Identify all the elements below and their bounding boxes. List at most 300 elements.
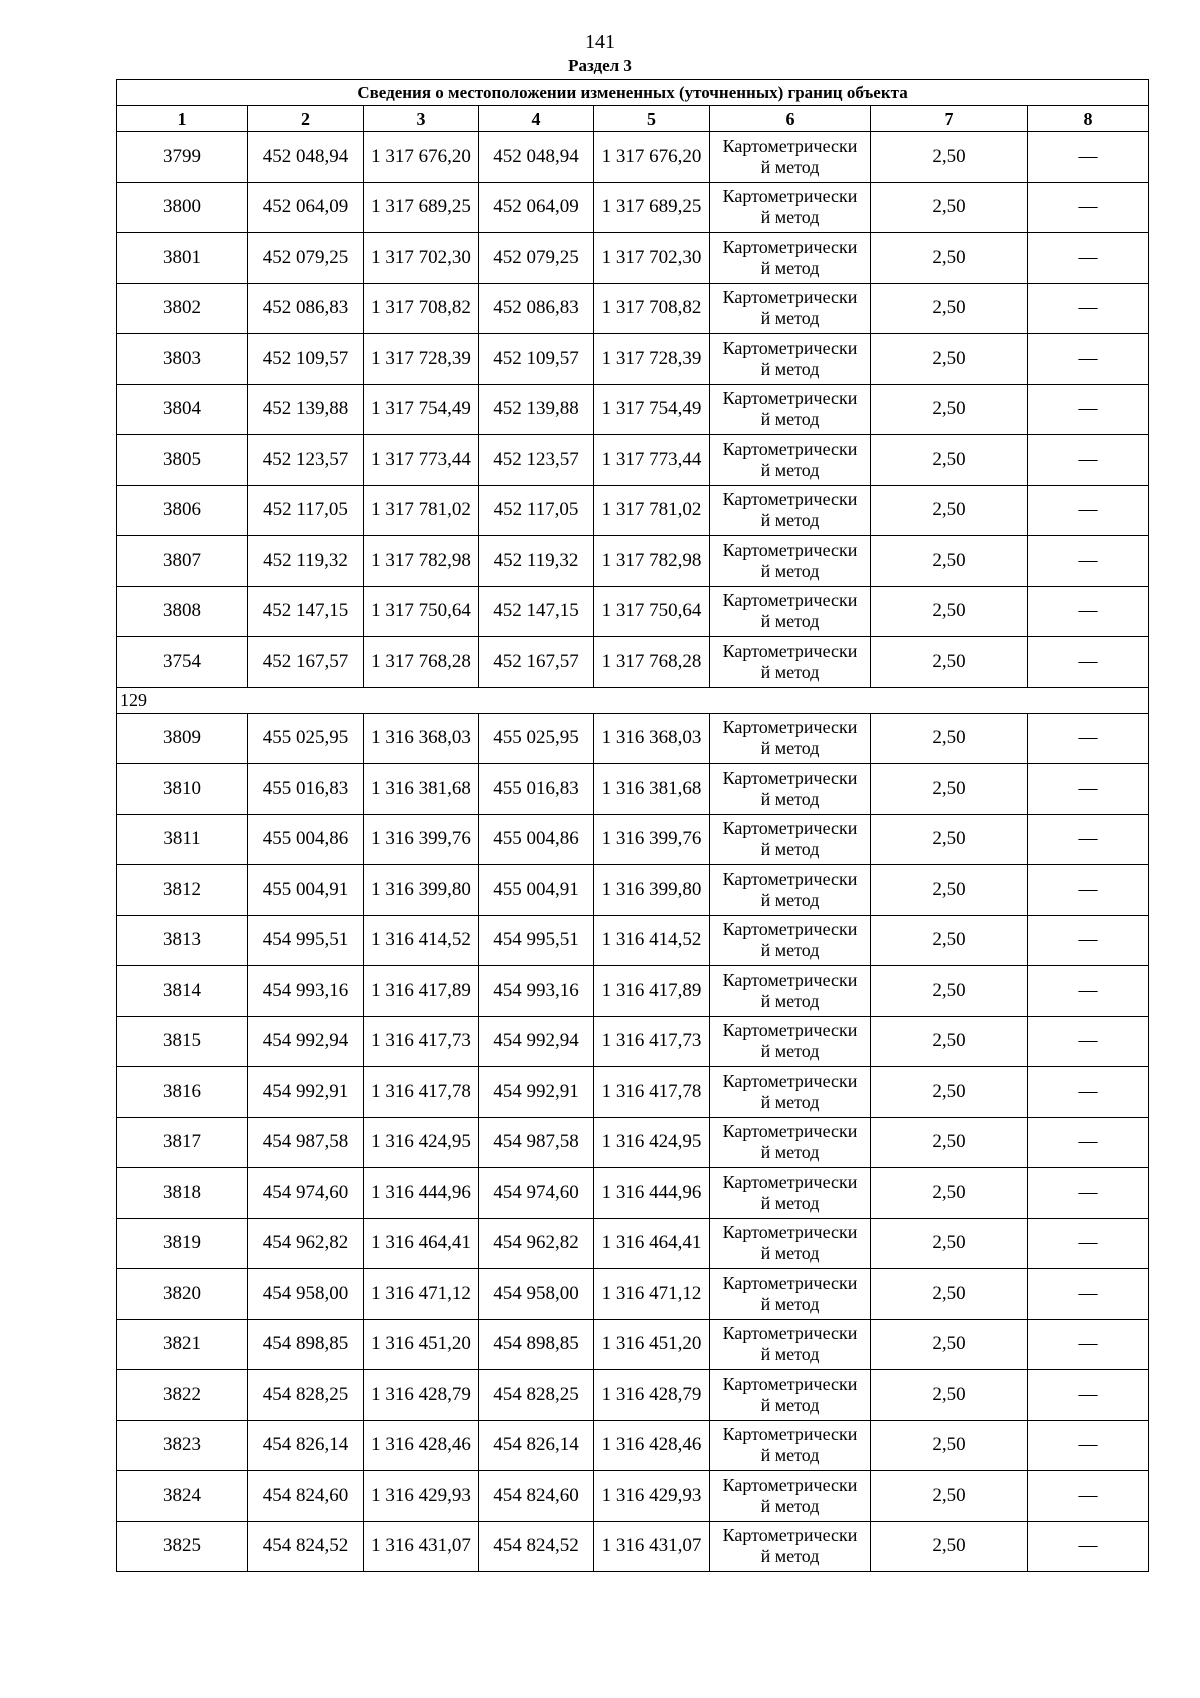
y-refined-cell: 1 316 464,41 xyxy=(594,1218,710,1269)
y-existing-cell: 1 316 424,95 xyxy=(364,1117,479,1168)
table-row xyxy=(117,1521,1149,1572)
description-cell: — xyxy=(1028,485,1149,536)
x-refined-cell: 452 123,57 xyxy=(479,435,594,486)
description-cell: — xyxy=(1028,1319,1149,1370)
method-cell xyxy=(710,764,871,815)
method-cell xyxy=(710,1370,871,1421)
point-number-cell: 3816 xyxy=(117,1067,248,1118)
y-refined-cell: 1 316 417,73 xyxy=(594,1016,710,1067)
method-line-1: Картометрически xyxy=(722,1323,858,1344)
description-cell: — xyxy=(1028,384,1149,435)
x-refined-cell: 454 992,91 xyxy=(479,1067,594,1118)
point-number-cell: 3819 xyxy=(117,1218,248,1269)
y-refined-cell: 1 317 676,20 xyxy=(594,132,710,183)
accuracy-cell: 2,50 xyxy=(871,637,1028,688)
y-existing-cell: 1 316 429,93 xyxy=(364,1471,479,1522)
method-cell xyxy=(710,586,871,637)
method-line-1: Картометрически xyxy=(722,640,858,661)
x-existing-cell: 452 109,57 xyxy=(248,334,364,385)
y-refined-cell: 1 317 708,82 xyxy=(594,283,710,334)
y-existing-cell: 1 317 708,82 xyxy=(364,283,479,334)
y-refined-cell: 1 316 471,12 xyxy=(594,1269,710,1320)
description-cell: — xyxy=(1028,764,1149,815)
description-cell: — xyxy=(1028,536,1149,587)
table-row xyxy=(117,1319,1149,1370)
point-number-cell: 3807 xyxy=(117,536,248,587)
table-row xyxy=(117,637,1149,688)
y-refined-cell: 1 317 782,98 xyxy=(594,536,710,587)
y-refined-cell: 1 316 444,96 xyxy=(594,1168,710,1219)
method-line-2: й метод xyxy=(760,1445,820,1466)
method-line-1: Картометрически xyxy=(722,1474,858,1495)
point-number-cell: 3800 xyxy=(117,182,248,233)
point-number-cell: 3809 xyxy=(117,713,248,764)
accuracy-cell: 2,50 xyxy=(871,865,1028,916)
column-number: 3 xyxy=(364,106,479,132)
x-existing-cell: 454 962,82 xyxy=(248,1218,364,1269)
method-cell xyxy=(710,536,871,587)
description-cell: — xyxy=(1028,1370,1149,1421)
point-number-cell: 3808 xyxy=(117,586,248,637)
point-number-cell: 3812 xyxy=(117,865,248,916)
method-cell xyxy=(710,865,871,916)
y-existing-cell: 1 316 399,80 xyxy=(364,865,479,916)
description-cell: — xyxy=(1028,334,1149,385)
table-row xyxy=(117,586,1149,637)
column-number: 8 xyxy=(1028,106,1149,132)
section-title: Раздел 3 xyxy=(568,56,632,75)
y-existing-cell: 1 317 773,44 xyxy=(364,435,479,486)
x-refined-cell: 452 048,94 xyxy=(479,132,594,183)
x-refined-cell: 452 086,83 xyxy=(479,283,594,334)
x-existing-cell: 454 958,00 xyxy=(248,1269,364,1320)
x-existing-cell: 452 048,94 xyxy=(248,132,364,183)
method-line-1: Картометрически xyxy=(722,1424,858,1445)
method-line-2: й метод xyxy=(760,409,820,430)
method-line-2: й метод xyxy=(760,1495,820,1516)
y-refined-cell: 1 316 424,95 xyxy=(594,1117,710,1168)
method-line-1: Картометрически xyxy=(722,489,858,510)
method-cell xyxy=(710,814,871,865)
accuracy-cell: 2,50 xyxy=(871,1370,1028,1421)
column-number: 4 xyxy=(479,106,594,132)
accuracy-cell: 2,50 xyxy=(871,334,1028,385)
x-refined-cell: 455 004,86 xyxy=(479,814,594,865)
x-refined-cell: 452 117,05 xyxy=(479,485,594,536)
method-line-2: й метод xyxy=(760,308,820,329)
x-refined-cell: 455 025,95 xyxy=(479,713,594,764)
x-existing-cell: 454 992,94 xyxy=(248,1016,364,1067)
description-cell: — xyxy=(1028,1117,1149,1168)
method-line-2: й метод xyxy=(760,611,820,632)
y-refined-cell: 1 316 431,07 xyxy=(594,1521,710,1572)
method-line-1: Картометрически xyxy=(722,539,858,560)
description-cell: — xyxy=(1028,1067,1149,1118)
y-refined-cell: 1 316 428,79 xyxy=(594,1370,710,1421)
method-line-1: Картометрически xyxy=(722,767,858,788)
y-refined-cell: 1 316 417,89 xyxy=(594,966,710,1017)
method-cell xyxy=(710,485,871,536)
accuracy-cell: 2,50 xyxy=(871,132,1028,183)
description-cell: — xyxy=(1028,814,1149,865)
y-existing-cell: 1 317 702,30 xyxy=(364,233,479,284)
method-cell xyxy=(710,966,871,1017)
x-existing-cell: 454 824,60 xyxy=(248,1471,364,1522)
x-existing-cell: 452 079,25 xyxy=(248,233,364,284)
description-cell: — xyxy=(1028,283,1149,334)
point-number-cell: 3818 xyxy=(117,1168,248,1219)
table-row xyxy=(117,435,1149,486)
table-row xyxy=(117,814,1149,865)
y-existing-cell: 1 317 689,25 xyxy=(364,182,479,233)
point-number-cell: 3817 xyxy=(117,1117,248,1168)
x-existing-cell: 452 064,09 xyxy=(248,182,364,233)
group-label: 129 xyxy=(117,687,1149,713)
method-line-1: Картометрически xyxy=(722,1070,858,1091)
group-row xyxy=(117,687,1149,713)
y-existing-cell: 1 316 444,96 xyxy=(364,1168,479,1219)
accuracy-cell: 2,50 xyxy=(871,586,1028,637)
x-refined-cell: 452 079,25 xyxy=(479,233,594,284)
method-cell xyxy=(710,713,871,764)
y-existing-cell: 1 316 464,41 xyxy=(364,1218,479,1269)
page-number: 141 xyxy=(585,31,615,53)
x-existing-cell: 454 898,85 xyxy=(248,1319,364,1370)
method-line-2: й метод xyxy=(760,1142,820,1163)
x-existing-cell: 455 004,91 xyxy=(248,865,364,916)
x-existing-cell: 454 828,25 xyxy=(248,1370,364,1421)
x-refined-cell: 454 962,82 xyxy=(479,1218,594,1269)
x-existing-cell: 454 987,58 xyxy=(248,1117,364,1168)
x-refined-cell: 454 828,25 xyxy=(479,1370,594,1421)
table-row xyxy=(117,334,1149,385)
description-cell: — xyxy=(1028,1016,1149,1067)
y-existing-cell: 1 316 451,20 xyxy=(364,1319,479,1370)
x-refined-cell: 454 826,14 xyxy=(479,1420,594,1471)
column-number: 6 xyxy=(710,106,871,132)
point-number-cell: 3822 xyxy=(117,1370,248,1421)
y-existing-cell: 1 316 417,89 xyxy=(364,966,479,1017)
description-cell: — xyxy=(1028,182,1149,233)
method-cell xyxy=(710,637,871,688)
table-row xyxy=(117,1016,1149,1067)
table-row xyxy=(117,1168,1149,1219)
y-refined-cell: 1 317 750,64 xyxy=(594,586,710,637)
point-number-cell: 3811 xyxy=(117,814,248,865)
table-row xyxy=(117,1067,1149,1118)
method-line-2: й метод xyxy=(760,940,820,961)
x-existing-cell: 452 167,57 xyxy=(248,637,364,688)
accuracy-cell: 2,50 xyxy=(871,814,1028,865)
point-number-cell: 3821 xyxy=(117,1319,248,1370)
method-line-2: й метод xyxy=(760,1293,820,1314)
point-number-cell: 3802 xyxy=(117,283,248,334)
point-number-cell: 3824 xyxy=(117,1471,248,1522)
point-number-cell: 3810 xyxy=(117,764,248,815)
y-refined-cell: 1 317 702,30 xyxy=(594,233,710,284)
y-existing-cell: 1 316 381,68 xyxy=(364,764,479,815)
point-number-cell: 3813 xyxy=(117,915,248,966)
point-number-cell: 3820 xyxy=(117,1269,248,1320)
x-existing-cell: 452 139,88 xyxy=(248,384,364,435)
description-cell: — xyxy=(1028,637,1149,688)
accuracy-cell: 2,50 xyxy=(871,1420,1028,1471)
description-cell: — xyxy=(1028,1471,1149,1522)
accuracy-cell: 2,50 xyxy=(871,1218,1028,1269)
point-number-cell: 3804 xyxy=(117,384,248,435)
table-row xyxy=(117,1269,1149,1320)
y-existing-cell: 1 316 417,73 xyxy=(364,1016,479,1067)
table-row xyxy=(117,283,1149,334)
method-line-1: Картометрически xyxy=(722,818,858,839)
description-cell: — xyxy=(1028,1168,1149,1219)
y-refined-cell: 1 316 399,76 xyxy=(594,814,710,865)
x-refined-cell: 454 993,16 xyxy=(479,966,594,1017)
accuracy-cell: 2,50 xyxy=(871,283,1028,334)
method-line-2: й метод xyxy=(760,1243,820,1264)
table-row xyxy=(117,966,1149,1017)
y-existing-cell: 1 316 431,07 xyxy=(364,1521,479,1572)
table-row xyxy=(117,1420,1149,1471)
column-number: 2 xyxy=(248,106,364,132)
table-row xyxy=(117,915,1149,966)
x-existing-cell: 454 995,51 xyxy=(248,915,364,966)
x-refined-cell: 455 004,91 xyxy=(479,865,594,916)
accuracy-cell: 2,50 xyxy=(871,713,1028,764)
point-number-cell: 3754 xyxy=(117,637,248,688)
method-line-1: Картометрически xyxy=(722,337,858,358)
y-refined-cell: 1 316 368,03 xyxy=(594,713,710,764)
x-refined-cell: 452 139,88 xyxy=(479,384,594,435)
x-existing-cell: 454 826,14 xyxy=(248,1420,364,1471)
y-refined-cell: 1 316 429,93 xyxy=(594,1471,710,1522)
method-cell xyxy=(710,1016,871,1067)
y-existing-cell: 1 316 368,03 xyxy=(364,713,479,764)
point-number-cell: 3805 xyxy=(117,435,248,486)
point-number-cell: 3801 xyxy=(117,233,248,284)
table-row xyxy=(117,865,1149,916)
description-cell: — xyxy=(1028,586,1149,637)
point-number-cell: 3815 xyxy=(117,1016,248,1067)
table-row xyxy=(117,1218,1149,1269)
accuracy-cell: 2,50 xyxy=(871,966,1028,1017)
accuracy-cell: 2,50 xyxy=(871,1521,1028,1572)
method-line-1: Картометрически xyxy=(722,969,858,990)
accuracy-cell: 2,50 xyxy=(871,764,1028,815)
x-existing-cell: 455 016,83 xyxy=(248,764,364,815)
method-line-1: Картометрически xyxy=(722,135,858,156)
method-cell xyxy=(710,1269,871,1320)
accuracy-cell: 2,50 xyxy=(871,1067,1028,1118)
method-cell xyxy=(710,1471,871,1522)
x-existing-cell: 454 993,16 xyxy=(248,966,364,1017)
table-row xyxy=(117,536,1149,587)
method-line-1: Картометрически xyxy=(722,287,858,308)
accuracy-cell: 2,50 xyxy=(871,1319,1028,1370)
point-number-cell: 3823 xyxy=(117,1420,248,1471)
method-line-2: й метод xyxy=(760,990,820,1011)
table-row xyxy=(117,764,1149,815)
method-line-2: й метод xyxy=(760,257,820,278)
method-line-2: й метод xyxy=(760,1344,820,1365)
description-cell: — xyxy=(1028,1420,1149,1471)
accuracy-cell: 2,50 xyxy=(871,1016,1028,1067)
y-refined-cell: 1 316 399,80 xyxy=(594,865,710,916)
method-cell xyxy=(710,1420,871,1471)
y-refined-cell: 1 316 428,46 xyxy=(594,1420,710,1471)
accuracy-cell: 2,50 xyxy=(871,1269,1028,1320)
method-line-2: й метод xyxy=(760,738,820,759)
method-line-2: й метод xyxy=(760,788,820,809)
y-existing-cell: 1 317 782,98 xyxy=(364,536,479,587)
y-existing-cell: 1 317 768,28 xyxy=(364,637,479,688)
y-refined-cell: 1 316 414,52 xyxy=(594,915,710,966)
accuracy-cell: 2,50 xyxy=(871,536,1028,587)
method-line-2: й метод xyxy=(760,510,820,531)
x-refined-cell: 454 987,58 xyxy=(479,1117,594,1168)
method-line-2: й метод xyxy=(760,1041,820,1062)
description-cell: — xyxy=(1028,233,1149,284)
method-line-2: й метод xyxy=(760,1192,820,1213)
method-line-2: й метод xyxy=(760,1091,820,1112)
method-cell xyxy=(710,1319,871,1370)
point-number-cell: 3799 xyxy=(117,132,248,183)
y-existing-cell: 1 317 750,64 xyxy=(364,586,479,637)
x-existing-cell: 452 086,83 xyxy=(248,283,364,334)
method-line-1: Картометрически xyxy=(722,1222,858,1243)
point-number-cell: 3825 xyxy=(117,1521,248,1572)
y-existing-cell: 1 316 399,76 xyxy=(364,814,479,865)
method-line-2: й метод xyxy=(760,1394,820,1415)
x-refined-cell: 454 824,60 xyxy=(479,1471,594,1522)
column-number: 7 xyxy=(871,106,1028,132)
x-existing-cell: 454 824,52 xyxy=(248,1521,364,1572)
x-refined-cell: 452 119,32 xyxy=(479,536,594,587)
y-existing-cell: 1 316 428,79 xyxy=(364,1370,479,1421)
description-cell: — xyxy=(1028,132,1149,183)
method-cell xyxy=(710,233,871,284)
method-cell xyxy=(710,334,871,385)
y-refined-cell: 1 317 768,28 xyxy=(594,637,710,688)
table-row xyxy=(117,1471,1149,1522)
accuracy-cell: 2,50 xyxy=(871,1117,1028,1168)
table-row xyxy=(117,713,1149,764)
point-number-cell: 3803 xyxy=(117,334,248,385)
accuracy-cell: 2,50 xyxy=(871,1168,1028,1219)
x-refined-cell: 454 974,60 xyxy=(479,1168,594,1219)
description-cell: — xyxy=(1028,865,1149,916)
method-line-2: й метод xyxy=(760,889,820,910)
x-existing-cell: 455 004,86 xyxy=(248,814,364,865)
y-refined-cell: 1 316 451,20 xyxy=(594,1319,710,1370)
method-cell xyxy=(710,1117,871,1168)
point-number-cell: 3806 xyxy=(117,485,248,536)
method-line-1: Картометрически xyxy=(722,236,858,257)
method-cell xyxy=(710,182,871,233)
y-existing-cell: 1 316 417,78 xyxy=(364,1067,479,1118)
accuracy-cell: 2,50 xyxy=(871,435,1028,486)
x-refined-cell: 454 824,52 xyxy=(479,1521,594,1572)
method-cell xyxy=(710,283,871,334)
method-line-1: Картометрически xyxy=(722,388,858,409)
x-refined-cell: 452 109,57 xyxy=(479,334,594,385)
y-existing-cell: 1 317 728,39 xyxy=(364,334,479,385)
y-existing-cell: 1 316 471,12 xyxy=(364,1269,479,1320)
accuracy-cell: 2,50 xyxy=(871,384,1028,435)
description-cell: — xyxy=(1028,435,1149,486)
method-line-1: Картометрически xyxy=(722,1525,858,1546)
x-existing-cell: 454 974,60 xyxy=(248,1168,364,1219)
method-line-1: Картометрически xyxy=(722,919,858,940)
method-line-1: Картометрически xyxy=(722,1020,858,1041)
x-refined-cell: 454 898,85 xyxy=(479,1319,594,1370)
method-line-1: Картометрически xyxy=(722,186,858,207)
y-refined-cell: 1 317 773,44 xyxy=(594,435,710,486)
method-cell xyxy=(710,132,871,183)
x-existing-cell: 455 025,95 xyxy=(248,713,364,764)
x-refined-cell: 455 016,83 xyxy=(479,764,594,815)
method-line-1: Картометрически xyxy=(722,1121,858,1142)
y-refined-cell: 1 317 781,02 xyxy=(594,485,710,536)
method-line-2: й метод xyxy=(760,560,820,581)
x-refined-cell: 454 958,00 xyxy=(479,1269,594,1320)
column-number: 1 xyxy=(117,106,248,132)
method-cell xyxy=(710,435,871,486)
method-line-2: й метод xyxy=(760,839,820,860)
y-existing-cell: 1 317 676,20 xyxy=(364,132,479,183)
x-refined-cell: 452 167,57 xyxy=(479,637,594,688)
x-existing-cell: 452 119,32 xyxy=(248,536,364,587)
x-existing-cell: 452 147,15 xyxy=(248,586,364,637)
method-line-1: Картометрически xyxy=(722,438,858,459)
x-refined-cell: 452 147,15 xyxy=(479,586,594,637)
x-existing-cell: 452 117,05 xyxy=(248,485,364,536)
y-existing-cell: 1 317 781,02 xyxy=(364,485,479,536)
method-line-1: Картометрически xyxy=(722,1171,858,1192)
method-line-1: Картометрически xyxy=(722,868,858,889)
x-refined-cell: 454 995,51 xyxy=(479,915,594,966)
boundary-points-table xyxy=(116,79,1149,1572)
method-line-2: й метод xyxy=(760,1546,820,1567)
accuracy-cell: 2,50 xyxy=(871,182,1028,233)
method-cell xyxy=(710,1521,871,1572)
y-refined-cell: 1 317 754,49 xyxy=(594,384,710,435)
y-existing-cell: 1 317 754,49 xyxy=(364,384,479,435)
y-refined-cell: 1 316 417,78 xyxy=(594,1067,710,1118)
accuracy-cell: 2,50 xyxy=(871,233,1028,284)
table-row xyxy=(117,1117,1149,1168)
column-number-row xyxy=(117,106,1149,132)
method-line-2: й метод xyxy=(760,661,820,682)
method-line-2: й метод xyxy=(760,358,820,379)
table-caption: Сведения о местоположении измененных (уточненных) границ объекта xyxy=(117,80,1149,106)
y-refined-cell: 1 317 689,25 xyxy=(594,182,710,233)
method-line-2: й метод xyxy=(760,156,820,177)
table-row xyxy=(117,1370,1149,1421)
description-cell: — xyxy=(1028,713,1149,764)
table-row xyxy=(117,132,1149,183)
method-cell xyxy=(710,1067,871,1118)
table-row xyxy=(117,384,1149,435)
column-number: 5 xyxy=(594,106,710,132)
table-row xyxy=(117,485,1149,536)
table-row xyxy=(117,233,1149,284)
method-line-1: Картометрически xyxy=(722,1272,858,1293)
y-existing-cell: 1 316 428,46 xyxy=(364,1420,479,1471)
table-row xyxy=(117,182,1149,233)
y-refined-cell: 1 316 381,68 xyxy=(594,764,710,815)
method-line-2: й метод xyxy=(760,207,820,228)
